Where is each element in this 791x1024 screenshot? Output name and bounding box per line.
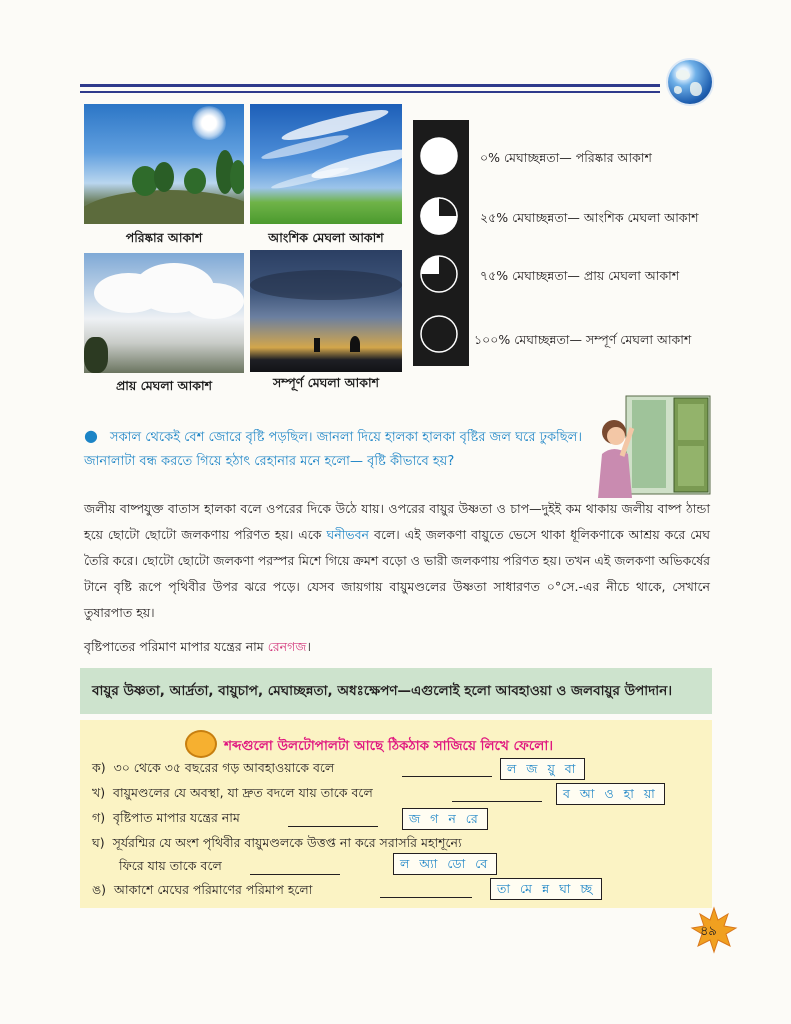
caption-mostly-cloudy: প্রায় মেঘলা আকাশ: [115, 378, 213, 393]
exercise-item-gha-cont: ফিরে যায় তাকে বলে: [119, 858, 222, 873]
cloud-cover-symbol-panel: [413, 120, 469, 366]
term-rain-gauge: রেনগজ: [267, 639, 307, 654]
jumbled-word-uma: তা মে ন্ন ঘা চ্ছ: [490, 878, 602, 900]
okta-75-icon: [419, 254, 459, 294]
header-rule-thin: [80, 91, 660, 93]
caption-partly-cloudy: আংশিক মেঘলা আকাশ: [268, 230, 384, 245]
exercise-item-uma: ঙ) আকাশে মেঘের পরিমাণের পরিমাপ হলো: [92, 882, 313, 897]
jumbled-word-ka: ল জ য়ু বা: [500, 758, 585, 780]
okta-0-icon: [419, 136, 459, 176]
header-rule: [80, 84, 660, 87]
bullet-icon: ●: [84, 426, 98, 445]
summary-text: বায়ুর উষ্ণতা, আর্দ্রতা, বায়ুচাপ, মেঘাচ্ছন্নতা, অধঃক্ষেপণ—এগুলোই হলো আবহাওয়া ও জলবায়ুর উপাদান।: [92, 683, 673, 699]
exercise-item-ga: গ) বৃষ্টিপাত মাপার যন্ত্রের নাম: [92, 810, 240, 825]
thinking-face-icon: [185, 730, 217, 758]
exercise-item-kha: খ) বায়ুমণ্ডলের যে অবস্থা, যা দ্রুত বদলে যায় তাকে বলে: [92, 785, 373, 800]
answer-blank-gha[interactable]: [250, 874, 340, 875]
mostly-cloudy-photo: [84, 253, 244, 373]
exercise-item-gha: ঘ) সূর্যরশ্মির যে অংশ পৃথিবীর বায়ুমণ্ডলকে উত্তপ্ত না করে সরাসরি মহাশূন্যে: [92, 835, 462, 850]
clear-sky-photo: [84, 104, 244, 224]
jumbled-word-gha: ল অ্যা ডো বে: [393, 853, 497, 875]
okta-100-icon: [419, 314, 459, 354]
caption-clear-sky: পরিষ্কার আকাশ: [125, 230, 203, 245]
jumbled-word-ga: জ গ ন রে: [402, 808, 488, 830]
okta-label-0: ০% মেঘাচ্ছন্নতা— পরিষ্কার আকাশ: [480, 150, 652, 165]
question-text: ● সকাল থেকেই বেশ জোরে বৃষ্টি পড়ছিল। জানলা দিয়ে হালকা হালকা বৃষ্টির জল ঘরে ঢুকছিল। জানালাটা বন্ধ করতে গিয়ে হঠাৎ রেহানার মনে হলো— বৃষ্টি কীভাবে হয়?: [84, 426, 582, 469]
globe-icon: [668, 60, 712, 104]
answer-blank-ka[interactable]: [402, 776, 492, 777]
okta-25-icon: [419, 196, 459, 236]
caption-overcast: সম্পূর্ণ মেঘলা আকাশ: [272, 375, 380, 390]
term-condensation: ঘনীভবন: [326, 527, 370, 542]
rain-formation-paragraph: জলীয় বাষ্পযুক্ত বাতাস হালকা বলে ওপরের দিকে উঠে যায়। ওপরের বায়ুর উষ্ণতা ও চাপ—দুইই কম থাকায় জলীয় বাষ্প ঠান্ডা হয়ে ছোটো ছোটো জলকণায় পরিণত হয়। একে ঘনীভবন বলে। এই জলকণা বায়ুতে ভেসে থাকা ধূলিকণাকে আশ্রয় করে মেঘ তৈরি করে। ছোটো ছোটো জলকণা পরস্পর মিশে গিয়ে ক্রমশ বড়ো ও ভারী জলকণায় পরিণত হয়। তখন এই জলকণা অভিকর্ষের টানে বৃষ্টি রূপে পৃথিবীর উপর ঝরে পড়ে। যেসব জায়গায় বায়ুমণ্ডলের উষ্ণতা সাধারণত ০°সে.-এর নীচে থাকে, সেখানে তুষারপাত হয়।: [84, 501, 710, 620]
partly-cloudy-photo: [250, 104, 402, 224]
overcast-sky-photo: [250, 250, 402, 372]
page-number: ৪৯: [700, 924, 717, 939]
jumbled-word-kha: ব আ ও হা য়া: [556, 783, 665, 805]
answer-blank-kha[interactable]: [452, 801, 542, 802]
okta-label-25: ২৫% মেঘাচ্ছন্নতা— আংশিক মেঘলা আকাশ: [480, 210, 699, 225]
okta-label-100: ১০০% মেঘাচ্ছন্নতা— সম্পূর্ণ মেঘলা আকাশ: [474, 332, 692, 347]
exercise-title: শব্দগুলো উলটোপালটা আছে ঠিকঠাক সাজিয়ে লিখে ফেলো।: [224, 738, 554, 754]
summary-box: [80, 668, 712, 714]
answer-blank-uma[interactable]: [380, 897, 472, 898]
girl-at-window-illustration: [592, 394, 712, 498]
exercise-item-ka: ক) ৩০ থেকে ৩৫ বছরের গড় আবহাওয়াকে বলে: [92, 760, 335, 775]
rain-gauge-paragraph: বৃষ্টিপাতের পরিমাণ মাপার যন্ত্রের নাম রেনগজ।: [84, 639, 311, 654]
answer-blank-ga[interactable]: [288, 826, 378, 827]
okta-label-75: ৭৫% মেঘাচ্ছন্নতা— প্রায় মেঘলা আকাশ: [480, 268, 680, 283]
